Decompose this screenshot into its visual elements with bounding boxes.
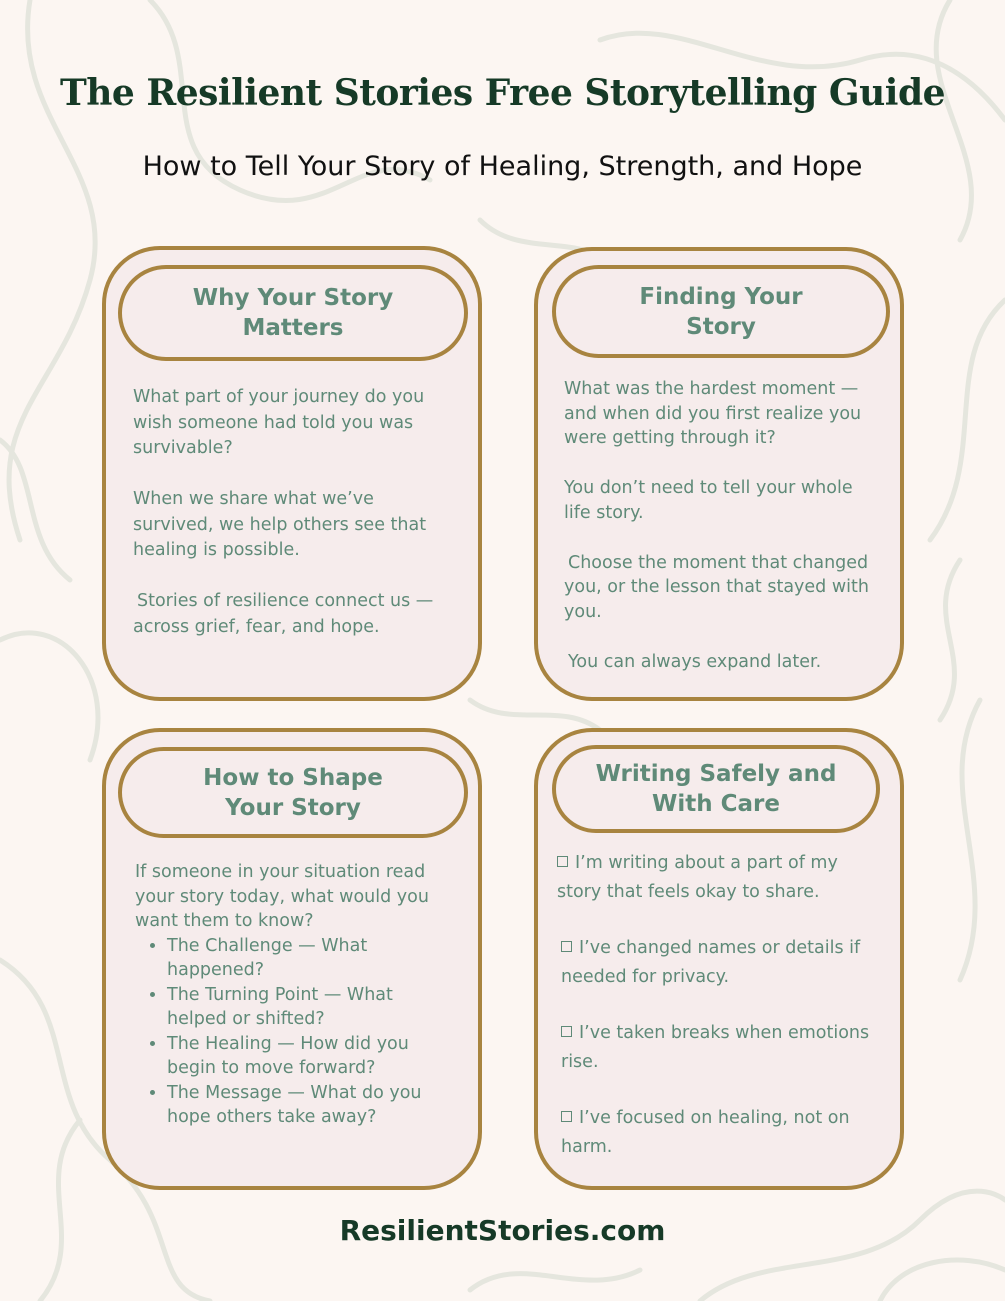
card-heading-line: Story	[686, 313, 756, 340]
card-heading-line: Your Story	[225, 794, 361, 821]
card-heading-line: With Care	[652, 791, 780, 817]
card-body	[135, 860, 455, 1130]
card-heading-line: Writing Safely and	[595, 761, 837, 787]
card-heading	[552, 265, 890, 358]
card-heading	[552, 745, 880, 833]
card-heading	[118, 265, 468, 361]
checklist-item	[557, 1019, 882, 1076]
card-paragraph: What part of your journey do you wish someone had told you was survivable?	[133, 387, 425, 458]
card-paragraph: When we share what we’ve survived, we help others see that healing is possible.	[133, 489, 427, 560]
checklist-item-label: I’ve changed names or details if needed for privacy.	[561, 938, 861, 987]
card-heading	[118, 747, 468, 838]
list-item: • The Turning Point — What helped or shifted?	[167, 983, 455, 1032]
card-paragraph: Choose the moment that changed you, or the lesson that stayed with you.	[564, 552, 869, 622]
footer-website: ResilientStories.com	[339, 1214, 666, 1247]
card-paragraph: What was the hardest moment — and when did you first realize you were getting through it?	[564, 379, 862, 448]
list-item: • The Healing — How did you begin to move forward?	[167, 1032, 455, 1081]
card-how-to-shape-your-story	[102, 728, 482, 1190]
story-steps-list	[135, 934, 455, 1130]
card-paragraph: You don’t need to tell your whole life story.	[564, 478, 853, 523]
page-subtitle: How to Tell Your Story of Healing, Strength, and Hope	[142, 151, 863, 182]
page-title: The Resilient Stories Free Storytelling Guide	[59, 72, 946, 114]
card-body	[557, 849, 882, 1161]
card-paragraph: You can always expand later.	[568, 651, 822, 672]
checklist-item-label: I’ve focused on healing, not on harm.	[561, 1108, 850, 1157]
card-heading-line: Why Your Story	[192, 285, 394, 311]
checkbox-icon	[561, 941, 572, 952]
card-why-your-story-matters	[102, 246, 482, 701]
list-item: • The Challenge — What happened?	[167, 934, 455, 983]
card-writing-safely	[534, 728, 904, 1190]
checkbox-icon	[557, 856, 568, 867]
checkbox-icon	[561, 1111, 572, 1122]
checklist-item	[557, 849, 882, 906]
checklist-item-label: I’m writing about a part of my story that feels okay to share.	[557, 853, 838, 902]
card-heading-line: Matters	[242, 315, 344, 341]
card-body	[564, 377, 869, 674]
checklist-item	[557, 1104, 882, 1161]
card-heading-line: Finding Your	[639, 283, 803, 310]
checklist-item	[557, 934, 882, 991]
checklist-item-label: I’ve taken breaks when emotions rise.	[561, 1023, 870, 1072]
checkbox-icon	[561, 1026, 572, 1037]
card-heading-line: How to Shape	[203, 764, 383, 791]
card-prompt: If someone in your situation read your story today, what would you want them to know?	[135, 862, 429, 931]
card-body	[133, 385, 453, 640]
card-paragraph: Stories of resilience connect us — across grief, fear, and hope.	[133, 591, 434, 637]
card-finding-your-story	[534, 247, 904, 701]
list-item: • The Message — What do you hope others take away?	[167, 1081, 455, 1130]
